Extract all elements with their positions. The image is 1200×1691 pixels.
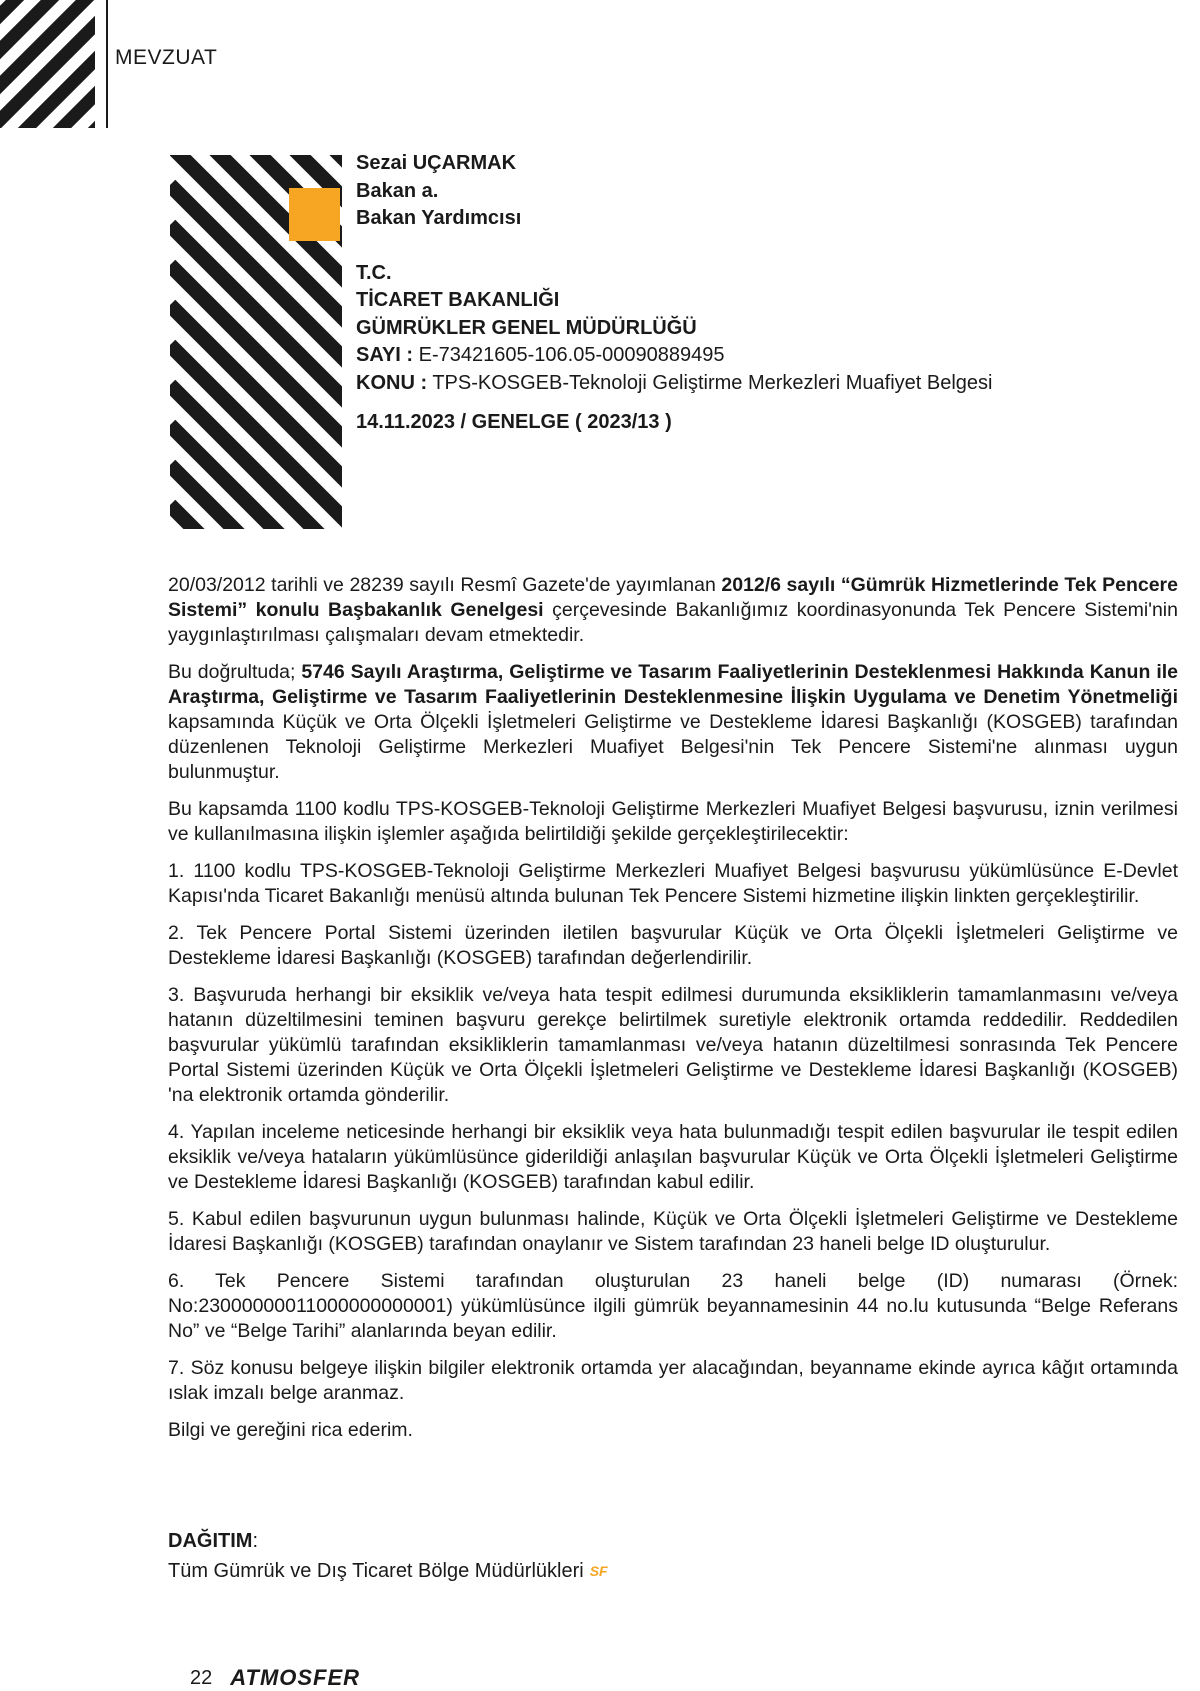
- paragraph-2: Bu doğrultuda; 5746 Sayılı Araştırma, Geliştirme ve Tasarım Faaliyetlerinin Desteklenmesi Hakkında Kanun ile Araştırma, Geliştirme ve Tasarım Faaliyetlerinin Desteklenmesine İlişkin Uygulama ve Denetim Yönetmeliği kapsamında Küçük ve Orta Ölçekli İşletmeleri Geliştirme ve Destekleme İdaresi Başkanlığı (KOSGEB) tarafından düzenlenen Teknoloji Geliştirme Merkezleri Muafiyet Belgesi'nin Tek Pencere Sistemi'ne alınması uygun bulunmuştur.: [168, 661, 1179, 783]
- corner-stripe-pattern: [0, 0, 95, 128]
- brand-logo: ATMOSFER: [230, 1665, 361, 1690]
- closing-line: Bilgi ve gereğini rica ederim.: [168, 1419, 413, 1441]
- distribution-block: [168, 1526, 1068, 1586]
- list-item-2: 2. Tek Pencere Portal Sistemi üzerinden iletilen başvurular Küçük ve Orta Ölçekli İşletmeleri Geliştirme ve Destekleme İdaresi Başkanlığı (KOSGEB) tarafından değerlendirilir.: [168, 922, 1178, 969]
- authority-line-2: TİCARET BAKANLIĞI: [356, 289, 560, 311]
- distribution-recipient: Tüm Gümrük ve Dış Ticaret Bölge Müdürlükleri SF: [168, 1556, 1068, 1586]
- list-item-3: 3. Başvuruda herhangi bir eksiklik ve/veya hata tespit edilmesi durumunda eksikliklerin tamamlanmasını ve/veya hatanın düzeltilmesini teminen başvuru gerekçe belirtilmek suretiyle elektronik ortamda reddedilir. Reddedilen başvurular yükümlü tarafından eksikliklerin tamamlanması ve/veya hatanın düzeltilmesi sonrasında Tek Pencere Portal Sistemi üzerinden Küçük ve Orta Ölçekli İşletmeleri Geliştirme ve Destekleme İdaresi Başkanlığı (KOSGEB) 'na elektronik ortamda gönderilir.: [168, 984, 1178, 1106]
- sayi-label: SAYI :: [356, 344, 414, 366]
- konu-line: [356, 370, 1056, 398]
- circular-body: [168, 573, 1178, 1455]
- end-mark-icon: SF: [589, 1563, 608, 1579]
- authority-line-1: T.C.: [356, 261, 392, 284]
- distribution-heading: DAĞITIM:: [168, 1530, 258, 1552]
- sayi-line: [356, 342, 1056, 370]
- circular-date: 14.11.2023 / GENELGE ( 2023/13 ): [356, 411, 672, 433]
- signatory-role-2: Bakan Yardımcısı: [356, 207, 522, 229]
- konu-label: KONU :: [356, 371, 428, 394]
- list-item-4: 4. Yapılan inceleme neticesinde herhangi bir eksiklik veya hata bulunmadığı tespit edilen başvurular ile tespit edilen eksiklik ve/veya hataların yükümlüsünce giderildiği anlaşılan başvurular Küçük ve Orta Ölçekli İşletmeleri Geliştirme ve Destekleme İdaresi Başkanlığı (KOSGEB) tarafından kabul edilir.: [168, 1121, 1178, 1193]
- section-label: MEVZUAT: [115, 46, 218, 69]
- list-item-7: 7. Söz konusu belgeye ilişkin bilgiler elektronik ortamda yer alacağından, beyanname ekinde ayrıca kâğıt ortamında ıslak imzalı belge aranmaz.: [168, 1357, 1178, 1404]
- signatory-role-1: Bakan a.: [356, 179, 439, 202]
- authority-line-3: GÜMRÜKLER GENEL MÜDÜRLÜĞÜ: [356, 316, 697, 339]
- list-item-6: 6. Tek Pencere Sistemi tarafından oluşturulan 23 haneli belge (ID) numarası (Örnek: No:23000000011000000000001) yükümlüsünce ilgili gümrük beyannamesinin 44 no.lu kutusunda “Belge Referans No” ve “Belge Tarihi” alanlarında beyan edilir.: [168, 1270, 1178, 1342]
- paragraph-3: Bu kapsamda 1100 kodlu TPS-KOSGEB-Teknoloji Geliştirme Merkezleri Muafiyet Belgesi başvurusu, iznin verilmesi ve kullanılmasına ilişkin işlemler aşağıda belirtildiği şekilde gerçekleştirilecektir:: [168, 798, 1178, 845]
- list-item-1: 1. 1100 kodlu TPS-KOSGEB-Teknoloji Geliştirme Merkezleri Muafiyet Belgesi başvurusu yükümlüsünce E-Devlet Kapısı'nda Ticaret Bakanlığı menüsü altında bulunan Tek Pencere Sistemi hizmetine ilişkin linkten gerçekleştirilir.: [168, 860, 1178, 907]
- paragraph-1: 20/03/2012 tarihli ve 28239 sayılı Resmî Gazete'de yayımlanan 2012/6 sayılı “Gümrük Hizmetlerinde Tek Pencere Sistemi” konulu Başbakanlık Genelgesi çerçevesinde Bakanlığımız koordinasyonunda Tek Pencere Sistemi'nin yaygınlaştırılması çalışmaları devam etmektedir.: [168, 574, 1178, 646]
- header-divider: [106, 0, 108, 128]
- konu-value: TPS-KOSGEB-Teknoloji Geliştirme Merkezleri Muafiyet Belgesi: [432, 371, 993, 394]
- sayi-value: E-73421605-106.05-00090889495: [418, 344, 725, 366]
- page-footer: [190, 1665, 360, 1691]
- orange-accent-square: [289, 188, 340, 241]
- document-metadata: [356, 150, 1056, 437]
- signatory-name: Sezai UÇARMAK: [356, 152, 517, 174]
- page-number: 22: [190, 1666, 213, 1689]
- list-item-5: 5. Kabul edilen başvurunun uygun bulunması halinde, Küçük ve Orta Ölçekli İşletmeleri Geliştirme ve Destekleme İdaresi Başkanlığı (KOSGEB) tarafından onaylanır ve Sistem tarafından 23 haneli belge ID oluşturulur.: [168, 1208, 1178, 1255]
